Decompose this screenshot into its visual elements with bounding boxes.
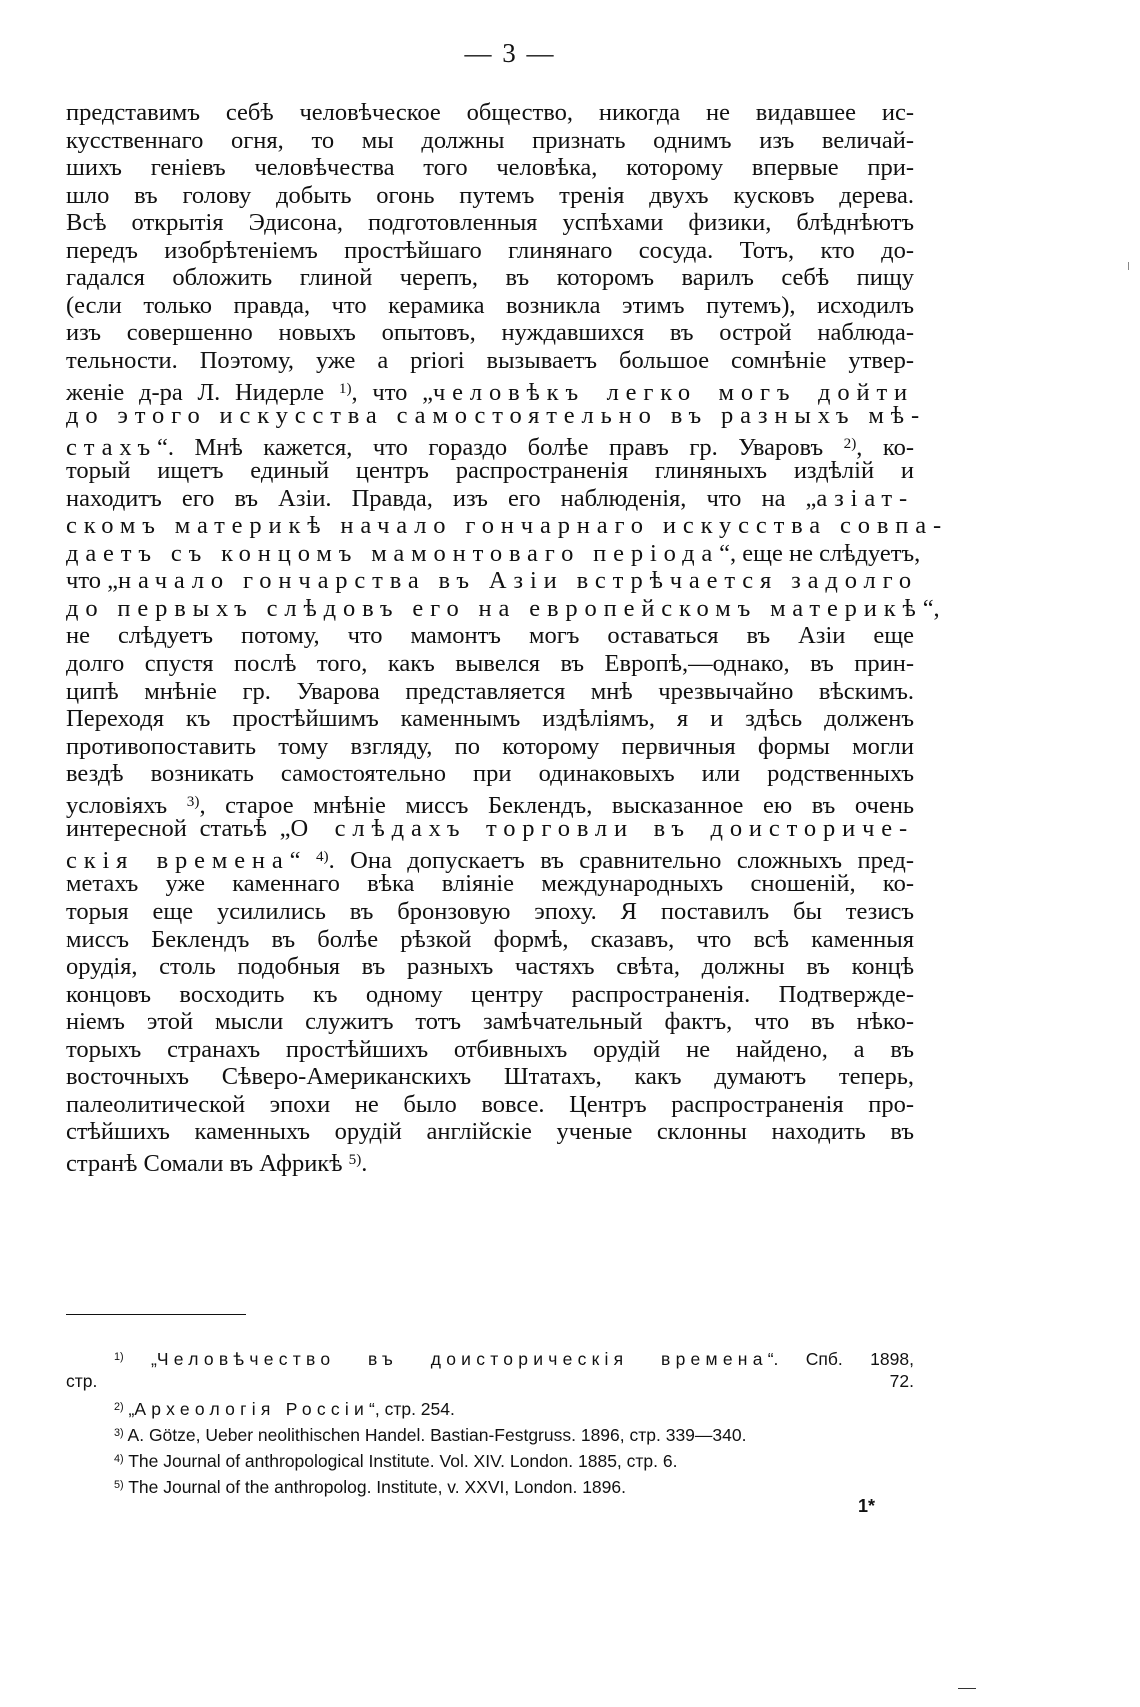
text-line	[66, 649, 914, 679]
text-line	[66, 732, 914, 762]
text-line	[66, 511, 948, 541]
text-run: торыхъ странахъ простѣйшихъ отбивныхъ орудій не найдено, а въ	[66, 1035, 914, 1063]
footnote-marker: 4)	[114, 1453, 124, 1465]
text-run: палеолитической эпохи не было вовсе. Центръ распространенія про-	[66, 1090, 914, 1118]
text-line	[66, 1145, 914, 1175]
footnote-marker: 5)	[114, 1479, 124, 1491]
text-line	[66, 429, 914, 459]
text-run: ципѣ мнѣніе гр. Уварова представляется мнѣ чрезвычайно вѣскимъ.	[66, 677, 914, 705]
text-run: гадался обложить глиной черепъ, въ которомъ варилъ себѣ пищу	[66, 264, 914, 292]
signature-mark: 1*	[858, 1496, 876, 1516]
spaced-emphasis: до первыхъ слѣдовъ его на европейскомъ материкѣ	[66, 594, 923, 622]
text-run: торыя еще усилились въ бронзовую эпоху. Я поставилъ бы тезисъ	[66, 897, 914, 925]
text-run: торый ищетъ единый центръ распространенія глиняныхъ издѣлій и	[66, 457, 914, 485]
text-line	[66, 126, 914, 156]
text-run: передъ изобрѣтеніемъ простѣйшаго глинянаго сосуда. Тотъ, кто до-	[66, 236, 914, 264]
spaced-emphasis: Человѣчество въ доисторическія времена	[156, 1348, 768, 1369]
text-run: “. Мнѣ кажется, что гораздо болѣе правъ гр. Уваровъ	[157, 433, 844, 461]
text-line	[66, 456, 914, 486]
text-line	[66, 869, 914, 899]
text-run: изъ совершенно новыхъ опытовъ, нуждавшихся въ острой наблюда-	[66, 319, 914, 347]
footnote-marker: 4)	[315, 847, 329, 865]
text-run: шло въ голову добыть огонь путемъ тренія двухъ кусковъ дерева.	[66, 181, 914, 209]
footnote-marker: 5)	[348, 1150, 362, 1168]
text-run: вездѣ возникать самостоятельно при одинаковыхъ или родственныхъ	[66, 760, 914, 788]
text-run: The Journal of anthropological Institute. Vol. XIV. London. 1885, стр. 6.	[123, 1450, 678, 1471]
footnote-line	[66, 1394, 914, 1420]
text-run: кусственнаго огня, то мы должны признать однимъ изъ величай-	[66, 126, 914, 154]
footnote-line	[66, 1472, 914, 1498]
text-line	[66, 484, 914, 514]
text-run: ніемъ этой мысли служитъ тотъ замѣчательный фактъ, что въ нѣко-	[66, 1008, 914, 1036]
text-run: противопоставить тому взгляду, по которому первичныя формы могли	[66, 732, 914, 760]
text-line	[66, 759, 914, 789]
text-run: тельности. Поэтому, уже a priori вызываетъ большое сомнѣніе утвер-	[66, 346, 914, 374]
text-run: “. Спб. 1898,	[767, 1348, 914, 1369]
spaced-emphasis: стахъ	[66, 433, 158, 461]
spaced-emphasis: начало гончарства въ Азіи встрѣчается задолго	[117, 567, 918, 595]
text-run: стѣйшихъ каменныхъ орудій англійскіе ученые склонны находить въ	[66, 1118, 914, 1146]
text-run: „	[123, 1398, 135, 1419]
text-line	[66, 1035, 914, 1065]
text-line	[66, 346, 914, 376]
corner-mark	[958, 1688, 976, 1689]
text-line	[66, 374, 914, 404]
text-line	[66, 925, 914, 955]
footnote-marker: 2)	[843, 434, 857, 452]
text-line	[66, 401, 926, 431]
text-line	[66, 952, 914, 982]
text-run: The Journal of the anthropolog. Institute, v. XXVI, London. 1896.	[123, 1476, 626, 1497]
spaced-emphasis: Археологія Россіи	[134, 1398, 370, 1419]
text-run: интересной статьѣ „	[66, 815, 291, 843]
text-line	[66, 1090, 914, 1120]
text-line	[66, 153, 914, 183]
text-line	[66, 897, 914, 927]
text-line	[66, 1007, 914, 1037]
text-run: метахъ уже каменнаго вѣка вліяніе международныхъ сношеній, ко-	[66, 870, 914, 898]
text-line	[66, 236, 914, 266]
text-run: что „	[66, 567, 118, 595]
text-run: .	[361, 1149, 368, 1177]
text-line	[66, 594, 940, 624]
text-line	[66, 566, 918, 596]
footnote-marker: 3)	[186, 792, 200, 810]
page-number: — 3 —	[464, 38, 556, 68]
spaced-emphasis: азіат-	[816, 484, 914, 512]
text-run: , что „	[351, 378, 433, 406]
text-run: восточныхъ Сѣверо-Американскихъ Штатахъ, какъ думаютъ теперь,	[66, 1063, 914, 1091]
text-line	[66, 842, 914, 872]
footnote-marker: 3)	[114, 1427, 124, 1439]
text-line	[66, 621, 914, 651]
text-run: долго спустя послѣ того, какъ вывелся въ Европѣ,—однако, въ прин-	[66, 650, 914, 677]
spaced-emphasis: даетъ съ концомъ мамонтоваго періода	[66, 539, 720, 567]
text-line	[66, 98, 914, 128]
footnote-line	[66, 1368, 914, 1394]
text-run: , старое мнѣніе миссъ Беклендъ, высказанное ею въ очень	[199, 791, 914, 819]
text-line	[66, 539, 921, 569]
spaced-emphasis: до этого искусства самостоятельно въ разныхъ мѣ-	[66, 402, 926, 430]
spaced-emphasis: скія времена	[66, 846, 290, 874]
text-run: странѣ Сомали въ Африкѣ	[66, 1149, 349, 1177]
text-run: “	[289, 846, 316, 874]
text-line	[66, 1062, 914, 1092]
text-run: условіяхъ	[66, 791, 187, 819]
text-run: орудія, столь подобныя въ разныхъ частяхъ свѣта, должны въ концѣ	[66, 953, 914, 981]
text-run: , ко-	[856, 433, 914, 461]
footnote-marker: 1)	[114, 1351, 124, 1363]
text-line	[66, 263, 914, 293]
text-line	[66, 1117, 914, 1147]
text-line	[66, 814, 914, 844]
text-line	[66, 787, 914, 817]
spaced-emphasis: человѣкъ легко могъ дойти	[432, 378, 914, 406]
text-line	[66, 291, 914, 321]
text-run: A. Götze, Ueber neolithischen Handel. Bastian-Festgruss. 1896, стр. 339—340.	[123, 1424, 747, 1445]
footnote-line	[66, 1420, 914, 1446]
text-run: . Она допускаетъ въ сравнительно сложныхъ пред-	[328, 846, 915, 874]
footnote-marker: 2)	[114, 1401, 124, 1413]
text-run: Переходя къ простѣйшимъ каменнымъ издѣліямъ, я и здѣсь долженъ	[66, 705, 914, 733]
footnote-marker: 1)	[338, 379, 352, 397]
footnote-line	[66, 1446, 914, 1472]
text-line	[66, 704, 914, 734]
text-run: представимъ себѣ человѣческое общество, никогда не видавшее ис-	[66, 99, 914, 126]
text-line	[66, 208, 914, 238]
text-line	[66, 181, 914, 211]
text-run: „	[123, 1348, 157, 1369]
text-run: “, еще не слѣдуетъ,	[719, 539, 921, 567]
text-run: не слѣдуетъ потому, что мамонтъ могъ оставаться въ Азіи еще	[66, 622, 914, 650]
margin-mark	[1128, 262, 1129, 270]
footnote-line	[66, 1344, 914, 1370]
text-run: шихъ геніевъ человѣчества того человѣка, которому впервые при-	[66, 154, 914, 182]
text-run: “,	[922, 594, 940, 622]
footnote-separator	[66, 1314, 246, 1315]
text-run: Всѣ открытія Эдисона, подготовленныя успѣхами физики, блѣднѣютъ	[66, 209, 914, 237]
spaced-emphasis: скомъ материкѣ начало гончарнаго искусства совпа-	[66, 512, 948, 540]
text-run: “, стр. 254.	[369, 1398, 455, 1419]
text-line	[66, 980, 914, 1010]
spaced-emphasis: О слѣдахъ торговли въ доисториче-	[290, 815, 914, 843]
text-run: (если только правда, что керамика возникла этимъ путемъ), исходилъ	[66, 291, 914, 319]
text-line	[66, 677, 914, 707]
text-run: стр. 72.	[66, 1371, 914, 1391]
text-run: миссъ Беклендъ въ болѣе рѣзкой формѣ, сказавъ, что всѣ каменныя	[66, 925, 914, 953]
text-run: находитъ его въ Азіи. Правда, изъ его наблюденія, что на „	[66, 484, 817, 512]
text-line	[66, 318, 914, 348]
text-run: женіе д-ра Л. Нидерле	[66, 378, 339, 406]
text-run: концовъ восходить къ одному центру распространенія. Подтвержде-	[66, 980, 914, 1008]
